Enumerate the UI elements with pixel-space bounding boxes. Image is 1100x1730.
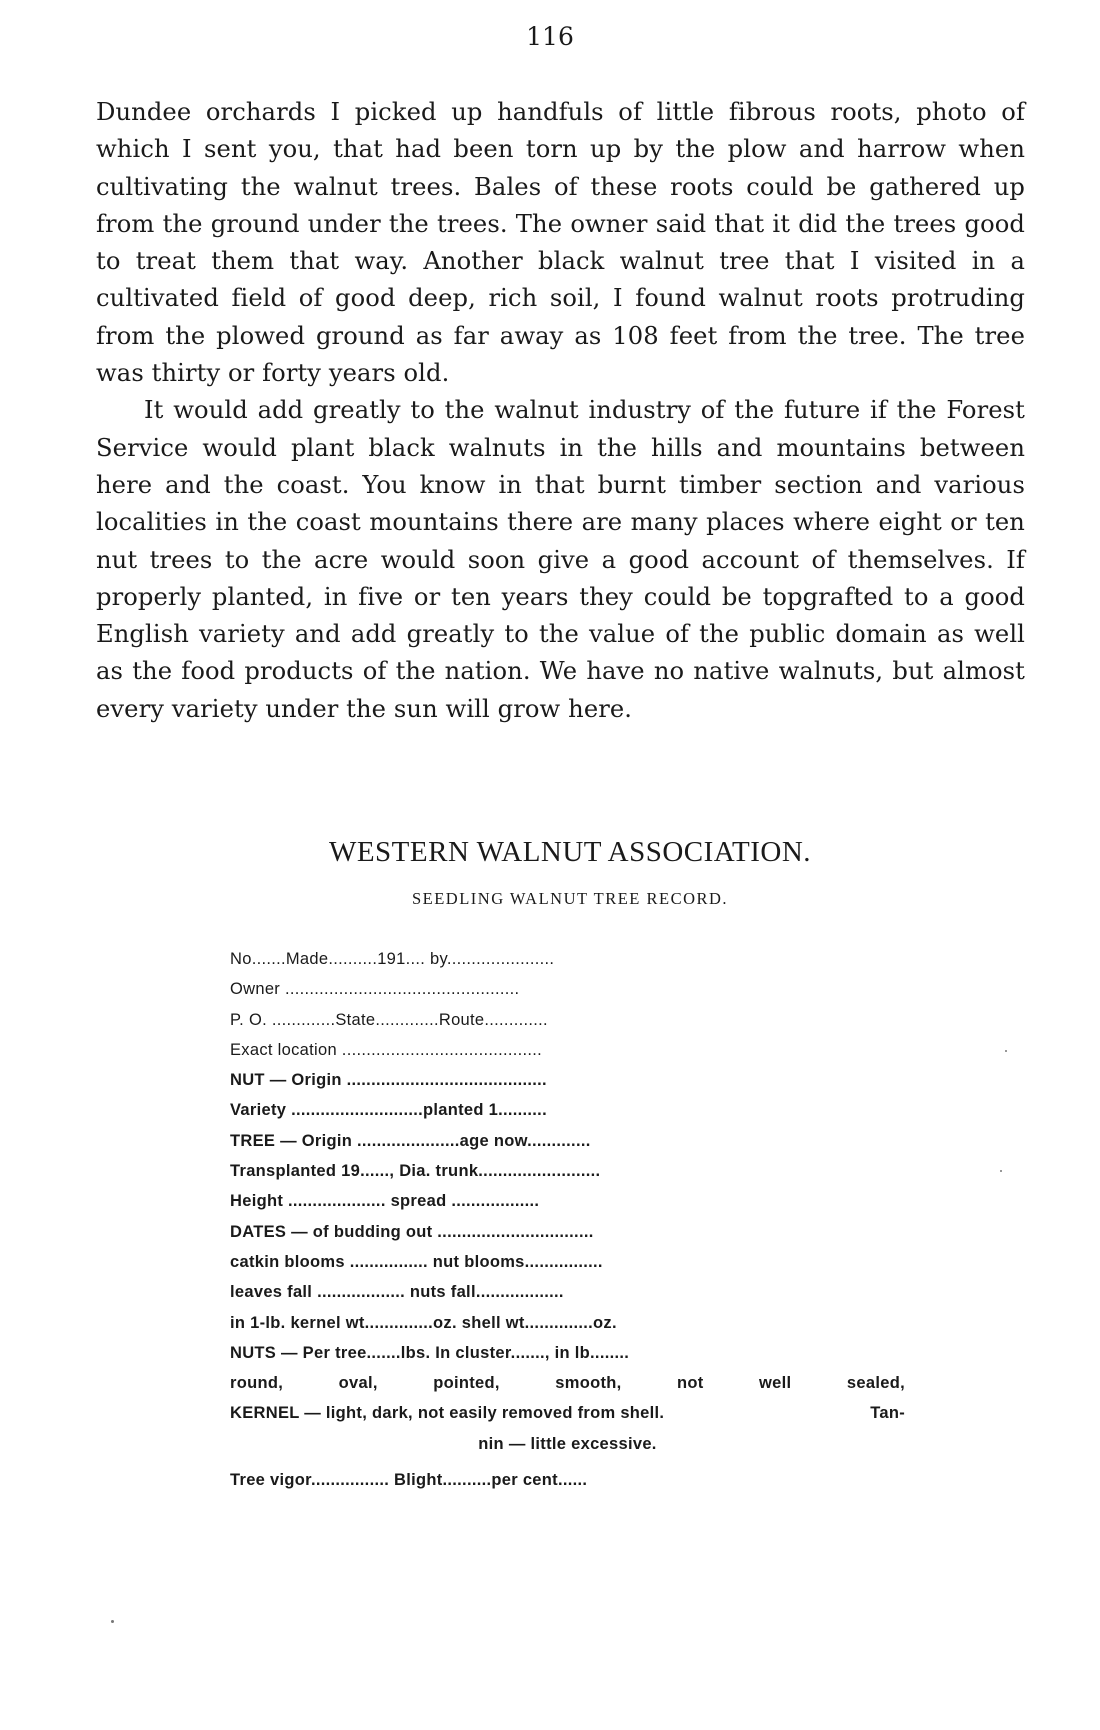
- form-line-nuts: NUTS — Per tree.......lbs. In cluster......., in lb........: [230, 1343, 630, 1362]
- form-line-catkin: catkin blooms ................ nut blooms................: [230, 1252, 603, 1271]
- form-line-variety: Variety ...........................planted 1..........: [230, 1101, 547, 1120]
- form-line-leaves: leaves fall .................. nuts fall..................: [230, 1283, 564, 1302]
- page-number: 116: [526, 22, 574, 51]
- shape-option: pointed,: [433, 1374, 500, 1393]
- association-title: WESTERN WALNUT ASSOCIATION.: [328, 836, 812, 868]
- form-line-exact-location: Exact location .........................................: [230, 1040, 543, 1059]
- shape-option: smooth,: [555, 1374, 622, 1393]
- shape-option: well: [759, 1374, 792, 1393]
- shape-option: sealed,: [846, 1374, 905, 1393]
- form-line-transplanted: Transplanted 19......, Dia. trunk.........................: [230, 1162, 601, 1181]
- form-line-height: Height .................... spread ..................: [230, 1192, 540, 1211]
- form-line-dates: DATES — of budding out ................................: [230, 1222, 594, 1241]
- form-line-shape-options: [230, 1368, 905, 1398]
- form-line-owner: Owner ................................................: [230, 980, 520, 999]
- scan-speck: [111, 1620, 114, 1623]
- kernel-text: KERNEL — light, dark, not easily removed from shell.: [230, 1404, 665, 1423]
- scan-speck: [1005, 1050, 1007, 1052]
- tree-record-form: [230, 944, 905, 1495]
- form-line-post-office: P. O. .............State.............Route.............: [230, 1010, 548, 1029]
- scan-speck: [1000, 1170, 1002, 1172]
- shape-option: oval,: [338, 1374, 378, 1393]
- form-line-tannin: nin — little excessive.: [478, 1434, 657, 1453]
- shape-option: round,: [230, 1374, 284, 1393]
- form-line-vigor: Tree vigor................ Blight..........per cent......: [230, 1471, 588, 1490]
- form-line-kernel: [230, 1398, 905, 1428]
- paragraph-1: Dundee orchards I picked up handfuls of little fibrous roots, photo of which I sent you, that had been torn up by the plow and harrow when cultivating the walnut trees. Bales of these roots could be gathered up from the ground under the trees. The owner said that it did the trees good to treat them that way. Another black walnut tree that I visited in a cultivated field of good deep, rich soil, I found walnut roots protruding from the plowed ground as far away as 108 feet from the tree. The tree was thirty or forty years old.: [96, 98, 1025, 388]
- record-title: SEEDLING WALNUT TREE RECORD.: [411, 889, 729, 908]
- form-line-kernel-weight: in 1-lb. kernel wt..............oz. shell wt..............oz.: [230, 1313, 617, 1332]
- paragraph-2: It would add greatly to the walnut industry of the future if the Forest Service would plant black walnuts in the hills and mountains between here and the coast. You know in that burnt timber section and various localities in the coast mountains there are many places where eight or ten nut trees to the acre would soon give a good account of themselves. If properly planted, in five or ten years they could be topgrafted to a good English variety and add greatly to the value of the public domain as well as the food products of the nation. We have no native walnuts, but almost every variety under the sun will grow here.: [96, 396, 1025, 723]
- body-text: [96, 94, 1025, 728]
- form-line-number: No.......Made..........191.... by......................: [230, 950, 555, 968]
- form-line-tree-origin: TREE — Origin .....................age now.............: [230, 1131, 591, 1150]
- shape-option: not: [677, 1374, 704, 1393]
- form-line-nut-origin: NUT — Origin .........................................: [230, 1071, 547, 1090]
- kernel-hyphen: Tan-: [870, 1404, 905, 1423]
